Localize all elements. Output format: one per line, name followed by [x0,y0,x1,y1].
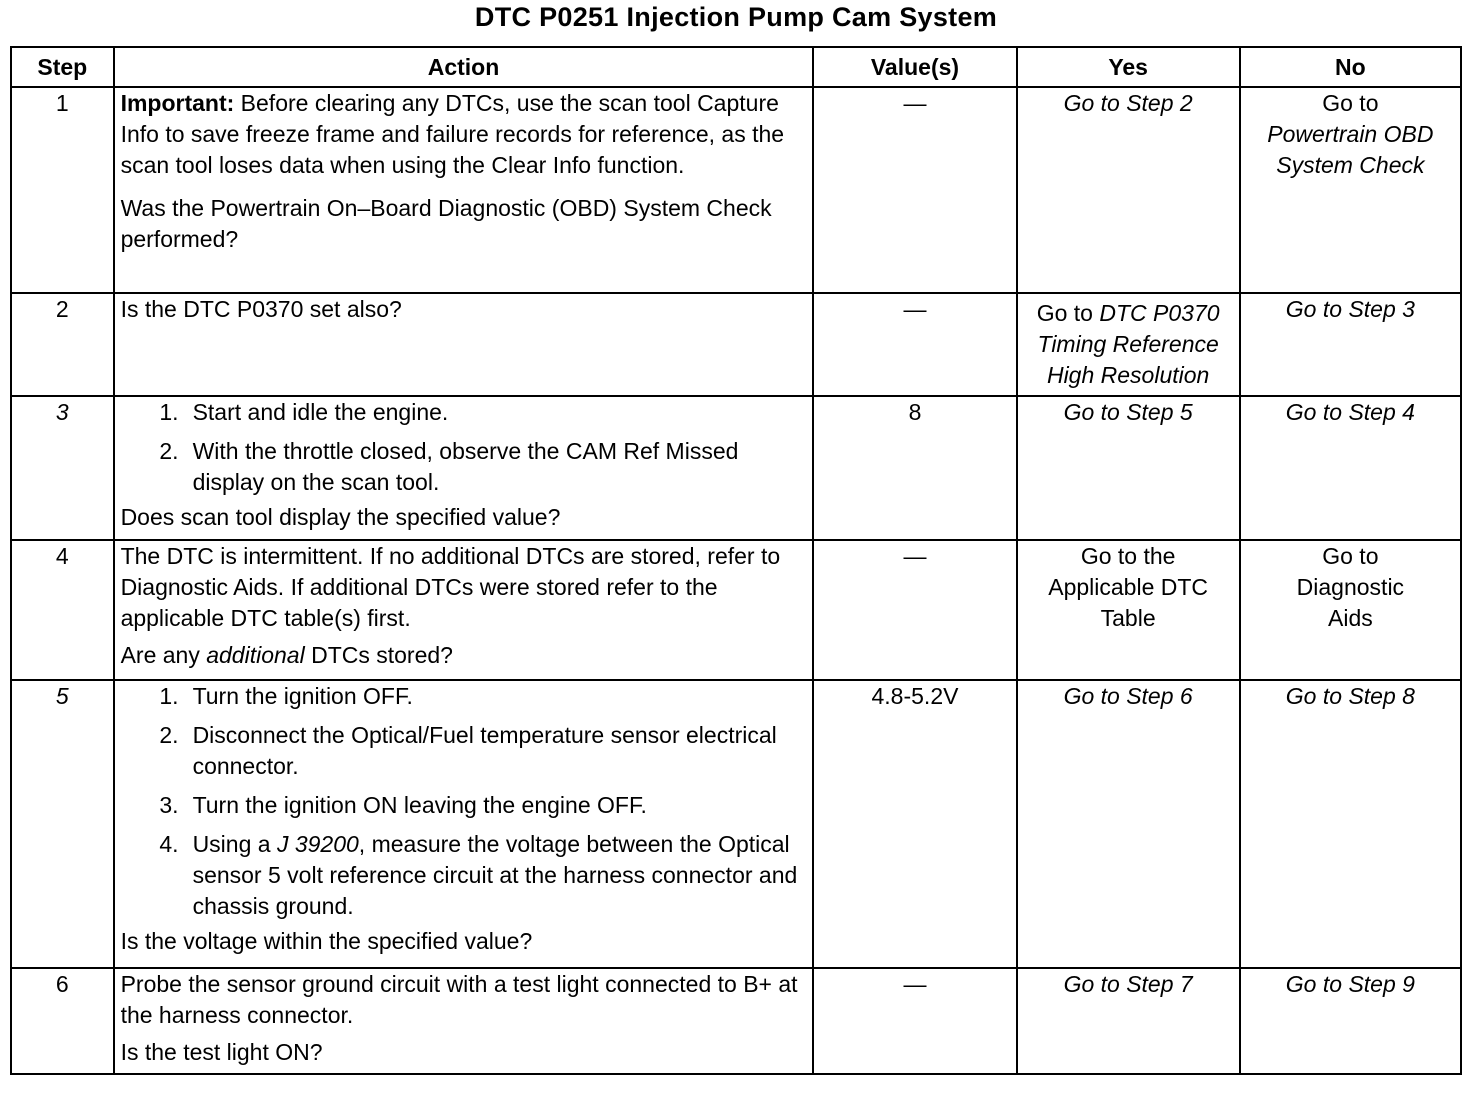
step-number: 2 [11,293,114,396]
question-text: Is the test light ON? [120,1039,323,1065]
question-text: Was the Powertrain On–Board Diagnostic (OBD) System Check performed? [120,195,772,252]
action-text: The DTC is intermittent. If no additional DTCs are stored, refer to Diagnostic Aids. If additional DTCs were stored refer to the applicable DTC table(s) first. [120,543,781,631]
list-item: 1. Start and idle the engine. [159,399,449,425]
no-link[interactable]: Go to Diagnostic Aids [1240,540,1461,680]
header-values: Value(s) [813,47,1016,87]
table-row [11,293,1461,396]
list-item: 4. Using a J 39200, measure the voltage between the Optical sensor 5 volt reference circuit at the harness connector and chassis ground. [159,831,798,919]
yes-link[interactable]: Go to Step 5 [1017,396,1240,540]
table-row [11,680,1461,968]
no-link[interactable] [1240,87,1461,293]
question-text: Is the DTC P0370 set also? [120,296,402,322]
step-number: 4 [11,540,114,680]
no-link[interactable]: Go to Step 9 [1240,968,1461,1074]
table-row [11,87,1461,293]
action-cell [114,87,814,293]
yes-link[interactable] [1017,293,1240,396]
action-list [121,397,807,498]
table-row [11,396,1461,540]
value-cell: — [813,87,1016,293]
yes-link[interactable]: Go to Step 7 [1017,968,1240,1074]
header-no: No [1240,47,1461,87]
action-cell [114,396,814,540]
value-cell: — [813,968,1016,1074]
no-link[interactable]: Go to Step 3 [1240,293,1461,396]
action-cell [114,293,814,396]
list-item: 1. Turn the ignition OFF. [159,683,413,709]
value-cell: 4.8-5.2V [813,680,1016,968]
important-note [121,88,807,181]
table-row [11,540,1461,680]
list-item: 2. With the throttle closed, observe the CAM Ref Missed display on the scan tool. [159,438,739,495]
no-link[interactable]: Go to Step 4 [1240,396,1461,540]
yes-prefix: Go to [1036,300,1100,326]
no-link[interactable]: Go to Step 8 [1240,680,1461,968]
action-cell [114,540,814,680]
yes-link[interactable]: Go to Step 6 [1017,680,1240,968]
yes-reference: DTC P0370 Timing Reference High Resolution [1037,300,1220,388]
no-reference: Powertrain OBD System Check [1267,121,1434,178]
value-cell: — [813,540,1016,680]
yes-link[interactable]: Go to Step 2 [1017,87,1240,293]
action-list [121,681,807,922]
step-number: 6 [11,968,114,1074]
question-text: Are any additional DTCs stored? [120,642,453,668]
question-text: Does scan tool display the specified value? [120,504,561,530]
value-cell: — [813,293,1016,396]
table-header-row [11,47,1461,87]
list-item: 3. Turn the ignition ON leaving the engine OFF. [159,792,647,818]
page-title: DTC P0251 Injection Pump Cam System [474,2,998,32]
value-cell: 8 [813,396,1016,540]
action-cell [114,968,814,1074]
important-text: Before clearing any DTCs, use the scan tool Capture Info to save freeze frame and failure records for reference, as the scan tool loses data when using the Clear Info function. [120,90,785,178]
important-label: Important: [120,90,235,116]
diagnostic-table [10,46,1462,1075]
list-item: 2. Disconnect the Optical/Fuel temperature sensor electrical connector. [159,722,777,779]
table-row [11,968,1461,1074]
header-action: Action [114,47,814,87]
question-text: Is the voltage within the specified value? [120,928,533,954]
no-prefix: Go to [1322,90,1379,116]
header-step: Step [11,47,114,87]
step-number: 3 [11,396,114,540]
action-cell [114,680,814,968]
step-number: 5 [11,680,114,968]
action-text: Probe the sensor ground circuit with a test light connected to B+ at the harness connector. [120,971,798,1028]
step-number: 1 [11,87,114,293]
yes-link[interactable]: Go to the Applicable DTC Table [1017,540,1240,680]
header-yes: Yes [1017,47,1240,87]
